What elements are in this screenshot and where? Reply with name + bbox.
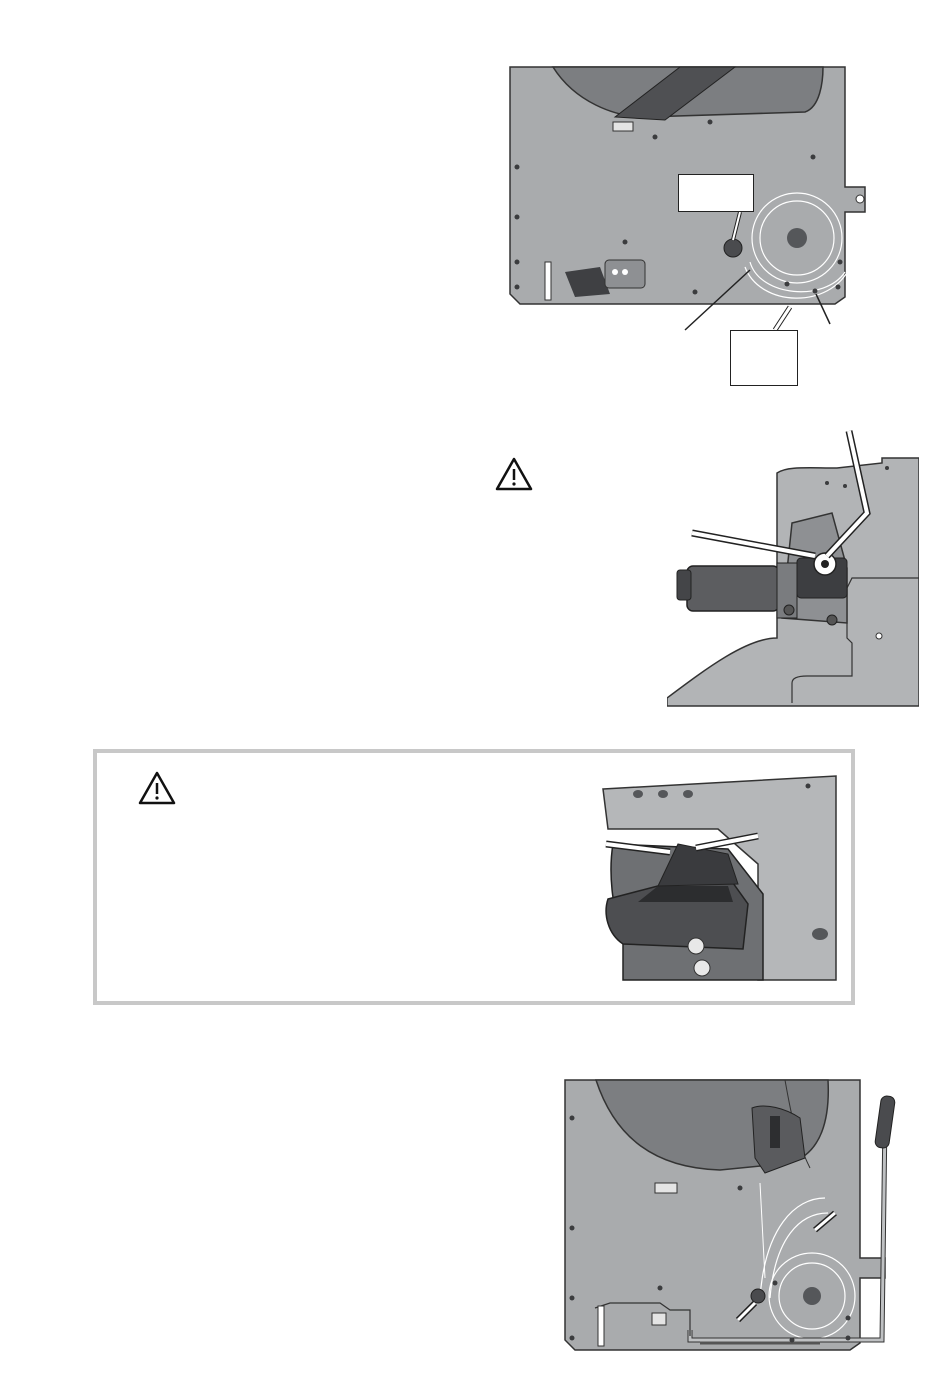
- lever-handle: [874, 1095, 895, 1148]
- figure-motor-gear: [667, 428, 919, 708]
- motor-housing: [687, 566, 779, 611]
- warning-triangle-icon: [494, 456, 534, 492]
- figure-base-plate-top: [505, 62, 885, 392]
- callout-top-text: [679, 175, 753, 183]
- slot: [613, 122, 633, 131]
- warning-triangle-icon: [137, 770, 177, 806]
- callout-box-bottom: [730, 330, 798, 386]
- adjust-knob: [724, 239, 742, 257]
- callout-box-top: [678, 174, 754, 212]
- figure-rack-pinch-point: [598, 774, 838, 982]
- callout-bottom-text: [731, 331, 797, 339]
- adjust-knob: [751, 1289, 765, 1303]
- figure-base-plate-lever: [560, 1078, 900, 1360]
